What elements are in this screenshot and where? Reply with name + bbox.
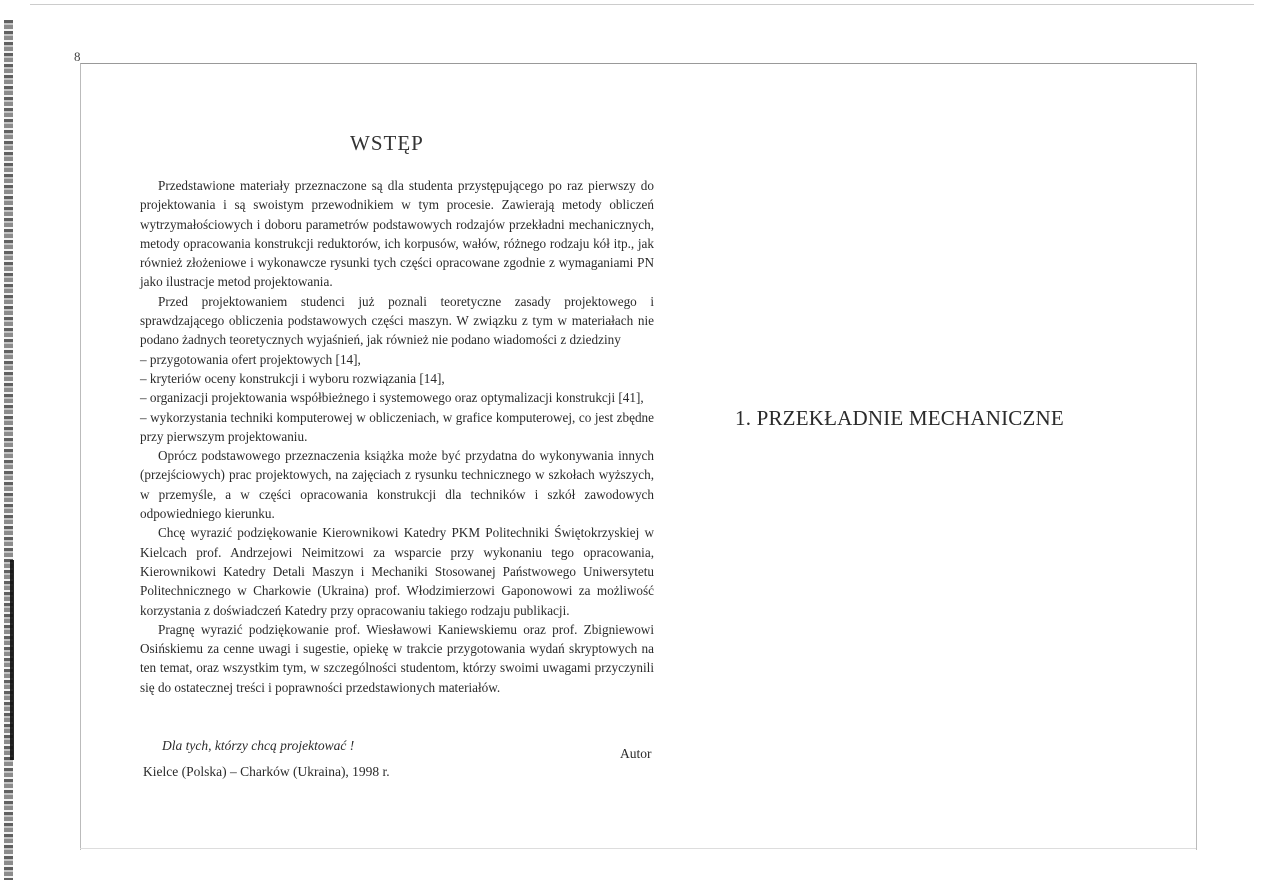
page-number: 8 [74, 49, 81, 64]
motto: Dla tych, którzy chcą projektować ! [162, 738, 355, 753]
page-bottom-edge [80, 848, 1196, 849]
paragraph: Chcę wyrazić podziękowanie Kierownikowi Katedry PKM Politechniki Świętokrzyskiej w Kielcach prof. Andrzejowi Neimitzowi za wsparcie przy wykonaniu tego opracowania, Kierownikowi Katedry Detali Maszyn i Mechaniki Stosowanej Państwowego Uniwersytetu Politechnicznego w Charkowie (Ukraina) prof. Włodzimierzowi Gaponowowi za możliwość korzystania z doświadczeń Katedry przy opracowaniu takiego rodzaju publikacji. [140, 525, 654, 618]
list-item: – przygotowania ofert projektowych [14], [140, 351, 361, 367]
body-text [140, 176, 654, 697]
section-heading: WSTĘP [350, 131, 424, 155]
paragraph: Oprócz podstawowego przeznaczenia książka może być przydatna do wykonywania innych (przejściowych) prac projektowych, na zajęciach z rysunku technicznego w szkołach wyższych, w przemyśle, a w części opracowania konstrukcji dla techników i szkół zawodowych odpowiedniego kierunku. [140, 448, 654, 522]
list-item: – kryteriów oceny konstrukcji i wyboru rozwiązania [14], [140, 370, 445, 386]
scan-top-edge [30, 4, 1254, 5]
author-signature: Autor [620, 746, 652, 761]
place-date: Kielce (Polska) – Charków (Ukraina), 1998 r. [143, 764, 390, 779]
list-item: – organizacji projektowania współbieżnego i systemowego oraz optymalizacji konstrukcji [41], [140, 390, 644, 406]
scan-binding-shadow [10, 560, 14, 760]
paragraph: Przedstawione materiały przeznaczone są dla studenta przystępującego po raz pierwszy do projektowania i są swoistym przewodnikiem w tym procesie. Zawierają metody obliczeń wytrzymałościowych i doboru parametrów podstawowych rodzajów przekładni mechanicznych, metody opracowania konstrukcji reduktorów, ich korpusów, wałów, różnego rodzaju kół itp., jak również złożeniowe i wykonawcze rysunki tych części opracowane zgodnie z wymaganiami PN jako ilustracje metod projektowania. [140, 178, 654, 290]
chapter-title: 1. PRZEKŁADNIE MECHANICZNE [735, 406, 1064, 430]
paragraph: Przed projektowaniem studenci już poznali teoretyczne zasady projektowego i sprawdzającego obliczenia podstawowych części maszyn. W związku z tym w materiałach nie podano żadnych teoretycznych wyjaśnień, jak również nie podano wiadomości z dziedziny [140, 293, 654, 348]
list-item: – wykorzystania techniki komputerowej w obliczeniach, w grafice komputerowej, co jest zbędne przy pierwszym projektowaniu. [140, 409, 654, 444]
paragraph: Pragnę wyrazić podziękowanie prof. Wiesławowi Kaniewskiemu oraz prof. Zbigniewowi Osińskiemu za cenne uwagi i sugestie, opiekę w trakcie przygotowania wydań skryptowych na ten temat, oraz wszystkim tym, w szczególności studentom, którzy swoimi uwagami przyczynili się do ostatecznej treści i poprawności przedstawionych materiałów. [140, 621, 654, 695]
